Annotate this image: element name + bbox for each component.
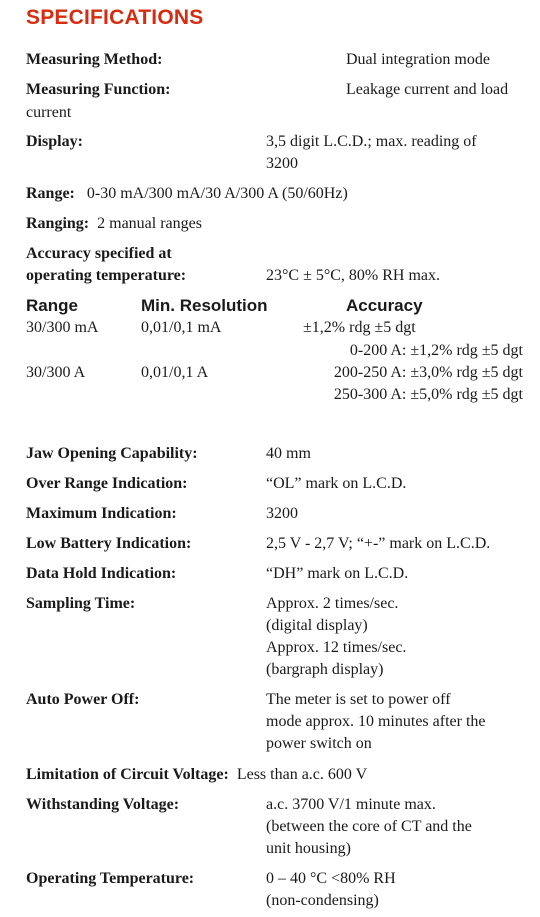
accuracy-label-line1: Accuracy specified at <box>26 245 172 262</box>
auto-power-off-line-2: mode approx. 10 minutes after the <box>266 713 486 730</box>
operating-temperature-line-1: 0 – 40 °C <80% RH <box>266 870 396 887</box>
table-row-1-range: 30/300 mA <box>26 319 99 336</box>
table-row-1-resolution: 0,01/0,1 mA <box>141 319 222 336</box>
sampling-time-line-1: Approx. 2 times/sec. <box>266 595 399 612</box>
page-title: SPECIFICATIONS <box>26 6 204 29</box>
over-range-value: “OL” mark on L.C.D. <box>266 475 407 492</box>
table-row-3-resolution: 0,01/0,1 A <box>141 364 209 381</box>
table-row-2-accuracy: 0-200 A: ±1,2% rdg ±5 dgt <box>349 342 523 359</box>
low-battery-value: 2,5 V - 2,7 V; “+-” mark on L.C.D. <box>266 535 491 552</box>
limitation-row <box>26 764 367 786</box>
display-value: 3,5 digit L.C.D.; max. reading of <box>266 133 477 150</box>
measuring-function-value: Leakage current and load <box>346 81 509 98</box>
table-header-range: Range <box>26 296 78 315</box>
withstanding-line-3: unit housing) <box>266 840 351 857</box>
display-value-cont: 3200 <box>266 155 298 172</box>
measuring-function-label: Measuring Function: <box>26 81 171 98</box>
withstanding-line-2: (between the core of CT and the <box>266 818 472 835</box>
low-battery-label: Low Battery Indication: <box>26 535 192 552</box>
ranging-row <box>26 213 202 235</box>
operating-temperature-label: Operating Temperature: <box>26 870 195 887</box>
maximum-indication-value: 3200 <box>266 505 298 522</box>
measuring-method-label: Measuring Method: <box>26 51 163 68</box>
data-hold-value: “DH” mark on L.C.D. <box>266 565 409 582</box>
ranging-value: 2 manual ranges <box>97 215 202 232</box>
over-range-label: Over Range Indication: <box>26 475 188 492</box>
measuring-function-value-cont: current <box>26 104 72 121</box>
table-header-accuracy: Accuracy <box>346 296 423 315</box>
limitation-label: Limitation of Circuit Voltage: <box>26 766 229 783</box>
jaw-opening-value: 40 mm <box>266 445 311 462</box>
display-label: Display: <box>26 133 83 150</box>
operating-temperature-line-2: (non-condensing) <box>266 892 379 909</box>
auto-power-off-line-1: The meter is set to power off <box>266 691 451 708</box>
sampling-time-line-2: (digital display) <box>266 617 368 634</box>
accuracy-value: 23°C ± 5°C, 80% RH max. <box>266 267 441 284</box>
limitation-value: Less than a.c. 600 V <box>236 766 368 783</box>
jaw-opening-label: Jaw Opening Capability: <box>26 445 198 462</box>
table-row-4-accuracy: 250-300 A: ±5,0% rdg ±5 dgt <box>333 386 523 403</box>
sampling-time-label: Sampling Time: <box>26 595 136 612</box>
accuracy-label-line2: operating temperature: <box>26 267 187 284</box>
auto-power-off-label: Auto Power Off: <box>26 691 140 708</box>
measuring-method-value: Dual integration mode <box>346 51 490 68</box>
sampling-time-line-3: Approx. 12 times/sec. <box>266 639 407 656</box>
range-row <box>26 183 348 205</box>
withstanding-line-1: a.c. 3700 V/1 minute max. <box>266 796 436 813</box>
ranging-label: Ranging: <box>26 215 90 232</box>
range-label: Range: <box>26 185 75 202</box>
range-value: 0-30 mA/300 mA/30 A/300 A (50/60Hz) <box>86 185 348 202</box>
data-hold-label: Data Hold Indication: <box>26 565 177 582</box>
table-header-resolution: Min. Resolution <box>141 296 268 315</box>
table-row-1-accuracy: ±1,2% rdg ±5 dgt <box>303 319 416 336</box>
table-row-3-accuracy: 200-250 A: ±3,0% rdg ±5 dgt <box>333 364 523 381</box>
sampling-time-line-4: (bargraph display) <box>266 661 384 678</box>
auto-power-off-line-3: power switch on <box>266 735 372 752</box>
table-row-3-range: 30/300 A <box>26 364 86 381</box>
withstanding-voltage-label: Withstanding Voltage: <box>26 796 180 813</box>
maximum-indication-label: Maximum Indication: <box>26 505 177 522</box>
